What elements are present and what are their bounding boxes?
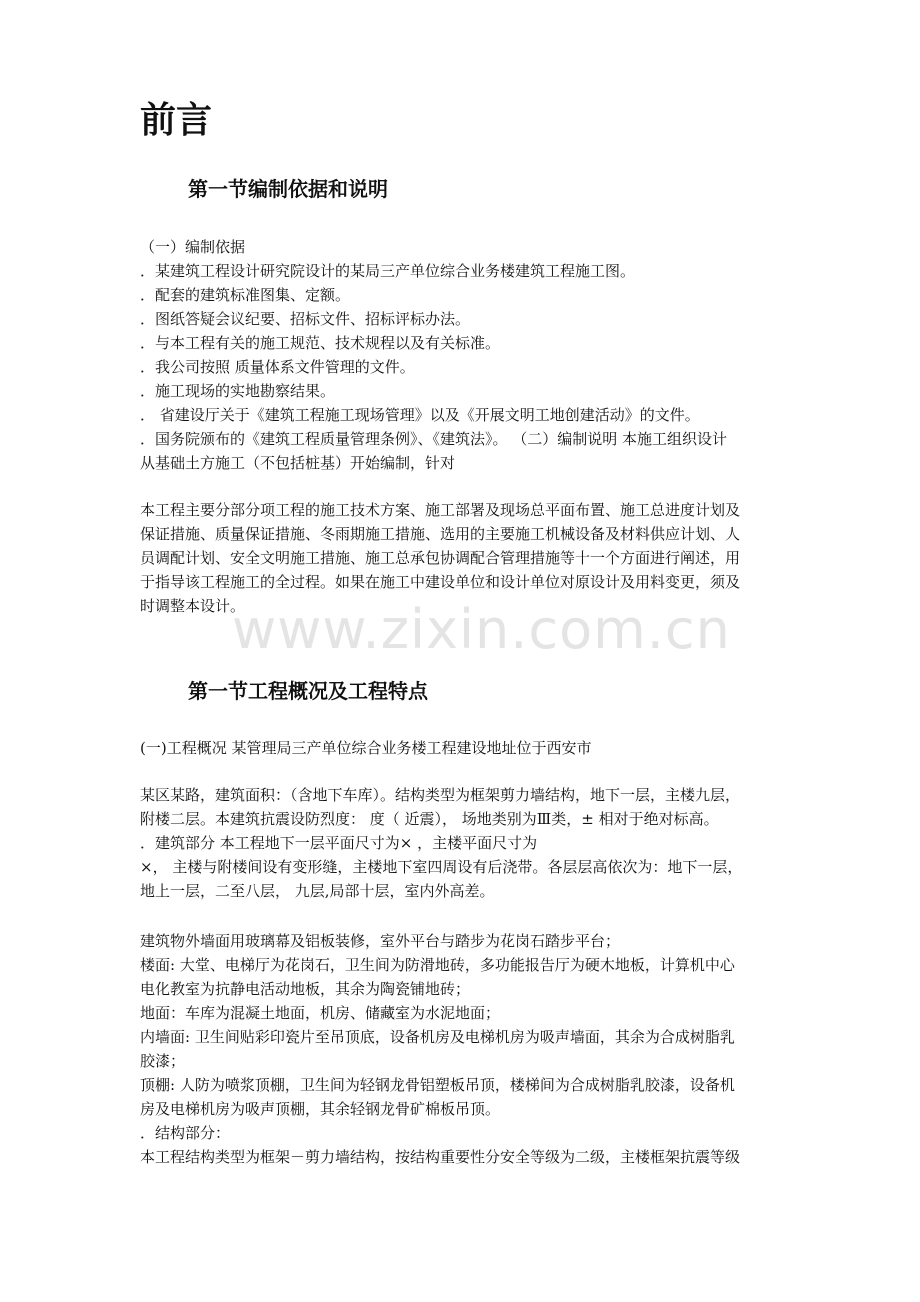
text-line: 本工程结构类型为框架－剪力墙结构，按结构重要性分安全等级为二级，主楼框架抗震等级 (140, 1148, 741, 1166)
text-line: ．与本工程有关的施工规范、技术规程以及有关标准。 (140, 334, 501, 352)
section-heading-basis: 第一节编制依据和说明 (188, 177, 388, 201)
text-line: 建筑物外墙面用玻璃幕及铝板装修，室外平台与踏步为花岗石踏步平台； (140, 932, 621, 950)
text-line: ．建筑部分 本工程地下一层平面尺寸为× ，主楼平面尺寸为 (140, 834, 538, 852)
paragraph-line: 员调配计划、安全文明施工措施、施工总承包协调配合管理措施等十一个方面进行阐述，用 (140, 549, 741, 567)
text-line: 电化教室为抗静电活动地板，其余为陶瓷铺地砖； (140, 980, 471, 998)
paragraph-line: 保证措施、质量保证措施、冬雨期施工措施、选用的主要施工机械设备及材料供应计划、人 (140, 525, 741, 543)
watermark: www.zixin.com.cn (232, 598, 731, 661)
text-line: ．图纸答疑会议纪要、招标文件、招标评标办法。 (140, 310, 471, 328)
text-line: ．结构部分： (140, 1124, 231, 1142)
paragraph-line: 本工程主要分部分项工程的施工技术方案、施工部署及现场总平面布置、施工总进度计划及 (140, 501, 741, 519)
text-line: 楼面: 大堂、电梯厅为花岗石，卫生间为防滑地砖，多功能报告厅为硬木地板，计算机中心 (140, 956, 735, 974)
section-heading-overview: 第一节工程概况及工程特点 (188, 679, 428, 703)
text-line: (一)工程概况 某管理局三产单位综合业务楼工程建设地址位于西安市 (140, 739, 592, 757)
text-line: 内墙面: 卫生间贴彩印瓷片至吊顶底，设备机房及电梯机房为吸声墙面，其余为合成树脂乳 (140, 1028, 735, 1046)
text-line: 从基础土方施工（不包括桩基）开始编制，针对 (140, 454, 456, 472)
text-line: ．国务院颁布的《建筑工程质量管理条例》、《建筑法》。 （二）编制说明 本施工组织设计 (140, 430, 728, 448)
text-line: ．配套的建筑标准图集、定额。 (140, 286, 351, 304)
text-line: 地面：车库为混凝土地面，机房、储藏室为水泥地面； (140, 1004, 501, 1022)
text-line: 某区某路，建筑面积：（含地下车库）。结构类型为框架剪力墙结构，地下一层，主楼九层， (140, 786, 741, 804)
text-line: ． 省建设厅关于《建筑工程施工现场管理》以及《开展文明工地创建活动》的文件。 (140, 406, 700, 424)
text-line: 附楼二层。本建筑抗震设防烈度： 度（ 近震）， 场地类别为Ⅲ类，± 相对于绝对标高。 (140, 810, 719, 828)
text-line: 地上一层，二至八层， 九层,局部十层，室内外高差。 (140, 882, 495, 900)
text-line: ×， 主楼与附楼间设有变形缝，主楼地下室四周设有后浇带。各层层高依次为：地下一层， (140, 858, 743, 876)
paragraph-line: 于指导该工程施工的全过程。如果在施工中建设单位和设计单位对原设计及用料变更，须及 (140, 573, 741, 591)
text-line: 胶漆； (140, 1052, 186, 1070)
text-line: ．某建筑工程设计研究院设计的某局三产单位综合业务楼建筑工程施工图。 (140, 262, 636, 280)
text-line: 顶棚: 人防为喷浆顶棚，卫生间为轻钢龙骨铝塑板吊顶，楼梯间为合成树脂乳胶漆，设备机 (140, 1076, 735, 1094)
page-title: 前言 (140, 99, 213, 141)
text-line: ．我公司按照 质量体系文件管理的文件。 (140, 358, 415, 376)
text-line: （一）编制依据 (140, 238, 246, 256)
text-line: 房及电梯机房为吸声顶棚，其余轻钢龙骨矿棉板吊顶。 (140, 1100, 501, 1118)
text-line: ．施工现场的实地勘察结果。 (140, 382, 336, 400)
paragraph-line: 时调整本设计。 (140, 597, 246, 615)
